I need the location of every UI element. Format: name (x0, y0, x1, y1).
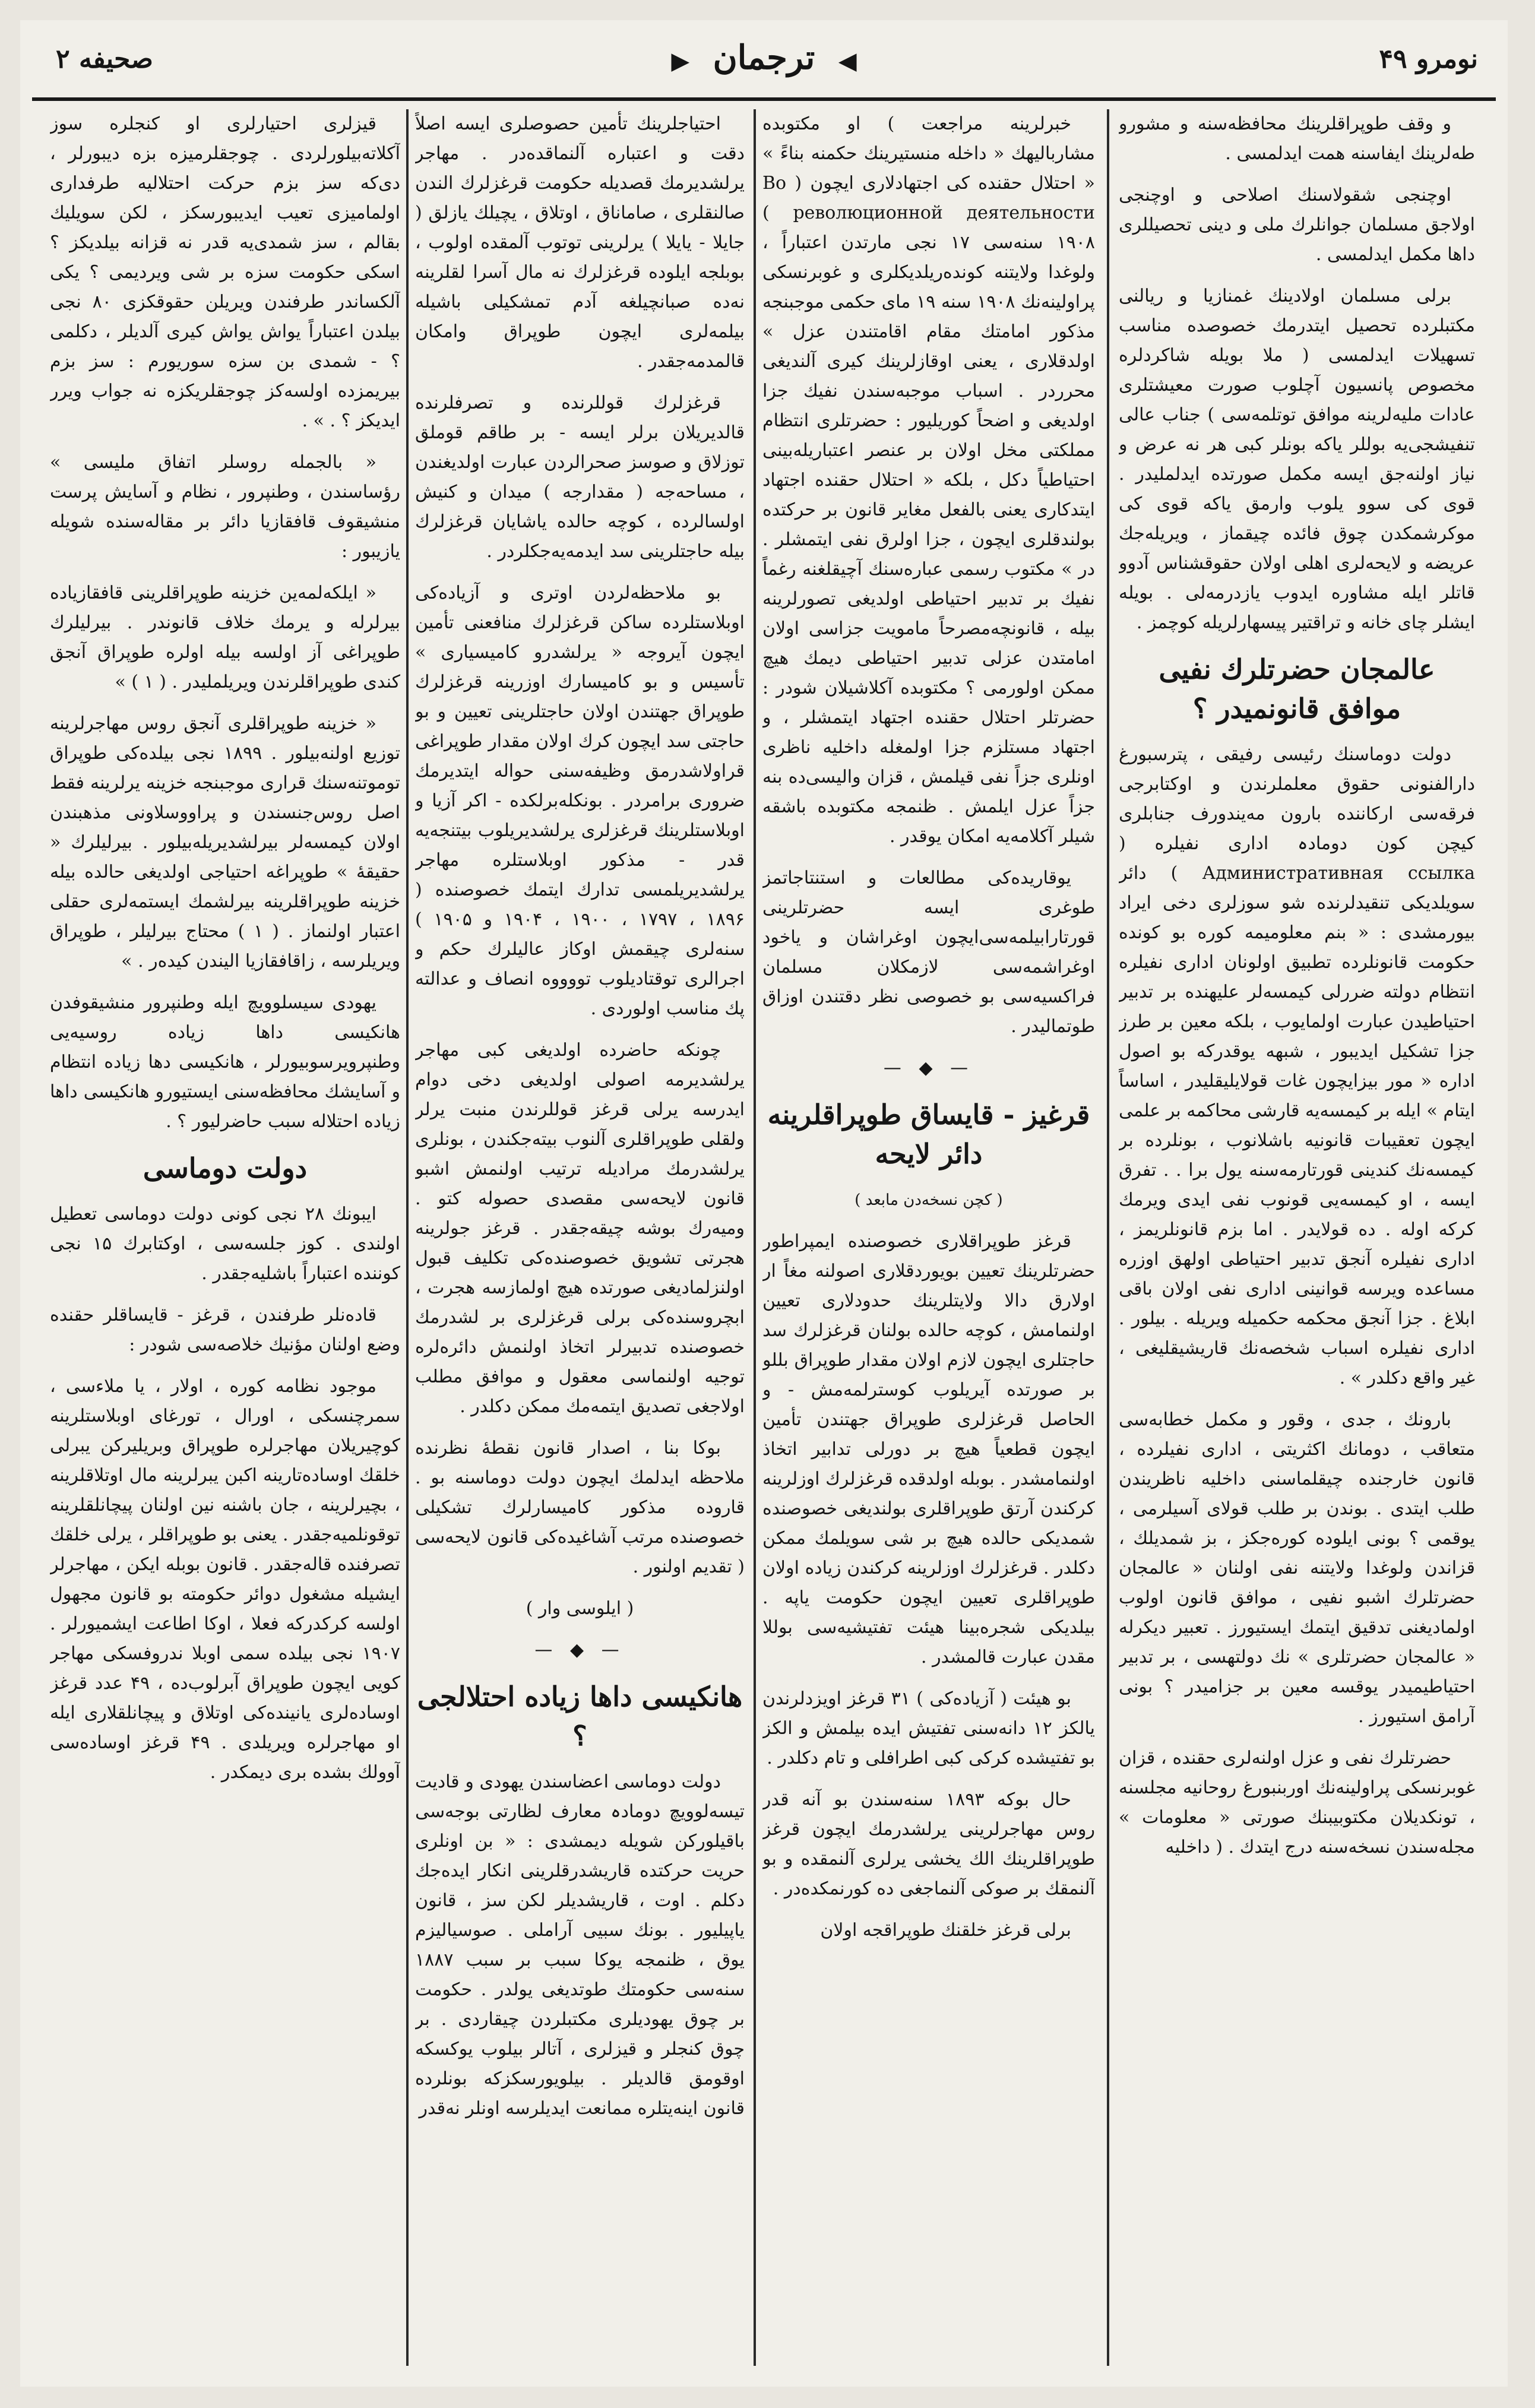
paragraph: اوچنجی شقولاسنك اصلاحی و اوچنجی اولاجق مسلمان جوانلرك ملی و دینی تحصیللری داها مکمل ایدلمسی . (1119, 185, 1475, 265)
newspaper-name: ترجمان (713, 38, 815, 77)
article-heading: دولت دوماسی (143, 1152, 308, 1184)
paragraph: یوقاریده‌کی مطالعات و استنتاجاتمز طوغری ایسه حضرتلرینی قورتارابیلمه‌سی‌ایچون اوغراشان و یاخود اوغراشمه‌سی لازمکلان مسلمان فراکسیه‌سی بو خصوصی نظر دقتندن اوزاق طوتمالیدر . (762, 868, 1095, 1037)
newspaper-page (20, 20, 1508, 2387)
column-rule (1107, 109, 1109, 2366)
paragraph: حال بوکه ۱۸۹۳ سنه‌سندن بو آنه قدر روس مهاجرلرینی یرلشدرمك ایچون قرغز طوپراقلرینك الك یخشی یرلری آلنمقده و بو آلنمقك بر صوکی آلنماجغی ده کورنمکده‌در . (762, 1789, 1095, 1899)
column-rule (754, 109, 756, 2366)
ornament-left-icon: ◀ (838, 48, 857, 75)
section-divider: — ◆ — (534, 1640, 625, 1660)
paragraph: دولت دوماسنك رئیسی رفیقی ، پترسبورغ دارالفنونی حقوق معلملرندن و اوکتابرجی فرقه‌سی ارکاننده بارون مه‌یندورف جنابلری کیچن کون دومادہ اداری نفیلره ( Административная ссылка ) دائر سویلدیکی تنقیدلرنده شو سوزلری دخی ایراد بیورمشدی : « بنم معلومیمه کوره بو کونده حکومت قانونلرده تطبیق اولونان اداری نفیلره انتظام دولته ضررلی کیمسه‌لر علیهنده بر تدبیر احتیاطیدن عبارت اولمایوب ، بلکه معین بر طرز جزا تشکیل ایدیبور ، شبهه یوقدرکه بو اصول اداره « مور بیزایچون غات قولایلیقلیدر ، اساساً ایتام » ایله بر کیمسه‌یه قارشی محاکمه بر علمی ایچون تعقیبات قانونیه باشلانوب ، بونلرده بر کیمسه‌نك کندینی قورتارمه‌سنه یول برا . . تفرق ایسه ، او کیمسه‌یی قونوب نفی ایدی ویرمك کرکه اوله . ده قولایدر . اما بزم قانونلریمز ، اداری نفیلره آنجق تدبیر احتیاطی اولهق اوزره مساعده ویرسه قوانینی اداری نفی اولان باقی ابلاغ . جزا آنجق محکمه حکمیله ویریله . بیلور . اداری نفیلره اسباب شخصه‌نك قاریشیقلیغی ، غیر واقع دکلدر » . (1119, 744, 1475, 1388)
paragraph: قرغزلرك قوللرنده و تصرفلرنده قالدیریلان برلر ایسه - بر طاقم قوملق توزلاق و صوسز صحرالردن عبارت اولدیغندن ، مساحه‌جه ( مقدارجه ) میدان و کنیش اولسالرده ، کوچه حالده یاشایان قرغزلرك بیله حاجتلرینی سد ایدمه‌یه‌جکلردر . (415, 393, 745, 562)
paragraph: یهودی سیسلوویچ ایله وطنپرور منشیقوفدن هانکیسی داها زیاده روسیه‌یی وطنپرویرسوبیورلر ، هانکیسی دها زیاده انتظام و آسایشك محافظه‌سنی ایستیورو هانکیسی داها زیاده احتلاله سبب حاضرلیور ؟ . (50, 992, 400, 1132)
paragraph: قیزلری احتیارلری او کنجلره سوز آکلاته‌بیلورلردی . چوجقلرمیزه بزه دیبورلر ، دی‌که سز بزم حرکت احتلالیه طرفداری اولمامیزی تعیب ایدیبورسکز ، لکن سویلیك بقالم ، سز شمدی‌یه قدر نه قزانه بیلدیکز ؟ اسکی حکومت سزه بر شی ویردیمی ؟ یکی آلکساندر طرفندن ویریلن حقوقکزی ۸۰ نجی بیلدن اعتباراً یواش یواش کیری آلدیلر ، دکلمی ؟ - شمدی بن سزه سوریورم : سز بزم بیریمزده اولسه‌کز چوجقلریکزه نه جواب ویرر ایدیکز ؟ . » . (50, 113, 400, 431)
paragraph: بو هیئت ( آزیاده‌کی ) ۳۱ قرغز اویزدلرندن یالکز ۱۲ دانه‌سنی تفتیش ایده بیلمش و الکز بو تفتیشده کرکی کبی اطرافلی و تام دکلدر . (762, 1688, 1095, 1768)
column-rule (406, 109, 409, 2366)
article-heading: عالمجان حضرتلرك نفیی موافق قانونمیدر ؟ (1159, 653, 1435, 724)
article-heading: قرغیز - قایساق طوپراقلرینه دائر لایحه (767, 1099, 1090, 1170)
paragraph: برلی مسلمان اولادینك غمنازیا و ریالنی مکتبلرده تحصیل ایتدرمك خصوصده مناسب تسهیلات ایدلمسی ( ملا بویله شاکردلره مخصوص پانسیون آچلوب صورت معیشتلری عادات ملیه‌لرینه موافق توتلمه‌سی ) جناب عالی تنفیشجی‌یه بوللر یاکه بونلر کبی هر نه عرض و نیاز اولنه‌جق ایسه مکمل صورتده ایدلملیدر . قوی کی سوو یلوب وارمق یاکه قوی کی موکرشمکدن چوق فائده چیقماز ، ویریله‌جك عریضه و لایحه‌لری اهلی اولان حقوقشناس آدوو قاتلر ایله مشاوره ایدوب یازدرمه‌لی . بویله ایشلر چای خانه و تراقتیر پیسهارلریله کوچمز . (1119, 286, 1475, 633)
paragraph: و وقف طوپراقلرینك محافظه‌سنه و مشورو طه‌لرینك ایفاسنه همت ایدلمسی . (1119, 113, 1475, 164)
paragraph: « بالجمله روسلر اتفاق ملیسی » رؤساسندن ، وطنپرور ، نظام و آسایش پرست منشیقوف قافقازیا دائر بر مقاله‌سنده شویله یازیبور : (50, 452, 400, 562)
column-4 (50, 109, 400, 2378)
paragraph: خبرلرینه مراجعت ) او مکتوبده مشاربالیهك « داخله منستیرینك حکمنه بناءً » « احتلال حقنده کی اجتهادلاری ایچون ( Во революционной деятельности ) ۱۹۰۸ سنه‌سی ۱۷ نجی مارتدن اعتباراً ، ولوغدا ولایتنه کونده‌ریلدیکلری و غوبرنسکی پراولینه‌نك ۱۹۰۸ سنه ۱۹ مای حکمی موجبنجه مذکور امامتك مقام اقامتندن عزل » اولدقلاری ، یعنی اوقازلرینك کیری آلندیغی محرردر . اسباب موجبه‌سندن نفیك جزا اولدیغی و اضحاً کوریلیور : حضرتلری انتظام مملکتی مخل اولان بر عنصر اعتباریله‌بینی احتیاطیاً دکل ، بلکه « احتلال حقنده اجتهاد ایتدکاری یعنی بالفعل مغایر قانون بر حرکتده بولندقلری ایچون ، جزا اولرق نفی ایتمشلر . در » مکتوب رسمی عباره‌سنك آچیقلغنه رغماً نفیك بر تدبیر احتیاطی اولدیغی تصورلرینه بیله ، قانونچه‌مصرحاً مامویت جزاسی اولان امامتدن عزلی تدبیر احتیاطی دیمك هیچ ممکن اولورمی ؟ مکتوبده آکلاشیلان شودر : حضرتلر احتلال حقنده اجتهاد ایتمشلر ، و اجتهاد مستلزم جزا اولمغله داخلیه ناظری اونلری جزاً نفی قیلمش ، قزان والیسی‌ده بنه جزاً عزل ایلمش . ظنمجه مکتوبده باشقه شیلر آکلامه‌یه امکان یوقدر . (762, 113, 1095, 847)
continuation-note: ( ایلوسی وار ) (526, 1598, 634, 1619)
column-2 (762, 109, 1095, 2378)
paragraph: بارونك ، جدی ، وقور و مکمل خطابه‌سی متعاقب ، دومانك اکثریتی ، اداری نفیلرده ، قانون خارجنده چیقلماسنی داخلیه ناظریندن طلب ایتدی . بوندن بر طلب قولای آسیلرمی ، یوقمی ؟ بونی ایلوده کوره‌جکز ، بز شمدیلك ، قزاندن ولوغدا ولایتنه نفی اولنان « عالمجان حضرتلرك اشبو نفیی ، موافق قانون اولوب اولمادیغنی تدقیق ایتمك ایستیورز . تعبیر دیکرله « عالمجان حضرتلری » نك دولتهسی ، بر تدبیر احتیاطیمیدر یوقسه معین بر جزامیدر ؟ بونی آرامق استیورز . (1119, 1409, 1475, 1727)
article-subheading: ( کچن نسخه‌دن مابعد ) (854, 1191, 1003, 1209)
paragraph: چونکه حاضرده اولدیغی کبی مهاجر یرلشدیرمه اصولی اولدیغی دخی دوام ایدرسه یرلی قرغز قوللرندن منبت یرلر ولقلی طوپراقلری آلنوب بیته‌جکندن ، بونلری یرلشدرمك مرادیله ترتیب اولنمش اشبو قانون لایحه‌سی مقصدی حصوله کتو . ومیه‌رك بوشه چیقه‌جقدر . قرغز جولرینه هجرتی تشویق خصوصنده‌کی تکلیف قبول اولنزلمادیغی صورتده هیچ اولمازسه هجرت ، ابچروسنده‌کی برلی قرغزلری بر لشدرمك خصوصنده تدبیرلر اتخاذ اولنمش دائره‌لره توجیه اولنماسی معقول و موافق مطلب اولاجغی تصدیق ایتمه‌مك ممکن دکلدر . (415, 1040, 745, 1417)
issue-number: نومرو ۴۹ (1379, 44, 1478, 74)
paragraph: ایبونك ۲۸ نجی کونی دولت دوماسی تعطیل اولندی . کوز جلسه‌سی ، اوکتابرك ۱۵ نجی کوننده اعتباراً باشلیه‌جقدر . (50, 1204, 400, 1284)
column-3 (415, 109, 745, 2378)
article-heading: هانکیسی داها زیاده احتلالجی ؟ (417, 1681, 743, 1752)
paragraph: « ایلکه‌لمه‌ین خزینه طوپراقلرینی قافقازیاده بیرلرله و یرمك خلاف قانوندر . بیرلیلرك طوپراغی آز اولسه بیله اولره طوپراق آنجق کندی طوپراقلرندن ویریلملیدر . ( ۱ ) » (50, 583, 400, 692)
paragraph: بو ملاحظه‌لردن اوتری و آزیاده‌کی اوبلاستلرده ساکن قرغزلرك منافعنی تأمین ایچون آیروجه « یرلشدرو کامیسیاری » تأسیس و بو کامیسارك اوزرینه قرغزلرك طوپراق جهتندن اولان حاجتلرینی تعیین و بو حاجتی سد ایچون کرك اولان مقدار طوپراغی قراولاشدرمق وظیفه‌سنی حواله ایتدیرمك ضروری برامردر . بونکله‌برلکده - اکر آزیا و اوبلاستلرینك قرغزلری یرلشدیریلوب بیتنجه‌یه قدر - مذکور اوبلاستلره مهاجر یرلشدیریلمسی تدارك ایتمك خصوصنده ( ۱۸۹۶ ، ۱۷۹۷ ، ۱۹۰۰ ، ۱۹۰۴ و ۱۹۰۵ ) سنه‌لری چیقمش اوکاز عالیلرك حکم و اجرالری توقتادیلوب تووووه انصاف و عدالته پك مناسب اولوردی . (415, 583, 745, 1019)
paragraph: قرغز طوپراقلاری خصوصنده ایمپراطور حضرتلرینك تعیین بویوردقلاری اصولنه مغاً ار اولارق دالا ولایتلرینك حدودلاری تعیین اولنمامش ، کوچه حالده بولنان قرغزلرك سد حاجتلری ایچون لازم اولان مقدار طوپراق بللو بر صورتده آیریلوب کوسترلمه‌مش - و الحاصل قرغزلری طوپراق جهتندن تأمین ایچون قطعیاً هیچ بر دورلی تدابیر اتخاذ اولنمامشدر . بوبله اولدقده قرغزلرك اوزلرینه کرکندن آرتق طوپراقلری بولندیغی خصوصنده شمدیکی حالده هیچ بر شی سویلمك ممکن دکلدر . قرغزلرك اوزلرینه کرکندن زیاده اولان طوپراقلری تعیین ایچون حکومت یاپه . بیلدیکی شجره‌بینا هیئت تفتیشیه‌سی بوللا مقدن عبارت قالمشدر . (762, 1231, 1095, 1667)
page-number: صحیفه ۲ (56, 44, 153, 74)
ornament-right-icon: ▶ (671, 48, 690, 75)
paragraph: دولت دوماسی اعضاسندن یهودی و قادیت تیسه‌لوویچ دومادہ معارف لظارتی بوجه‌سی باقیلورکن شویله دیمشدی : « بن اونلری حریت حرکتده قاریشدرقلرینی انکار ایده‌جك دکلم . اوت ، قاریشدیلر لکن سز ، قانون یاپیلیور . بونك سبیی آراملی . صوسیالیزم یوق ، ظنمجه یوکا سبب بر سبب ۱۸۸۷ سنه‌سی حکومتك طوتدیغی یولدر . حکومت بر چوق یهودیلری مکتبلردن چیقاردی . بر چوق کنجلر و قیزلری ، آتالر بیلوب یوکسکه اوقومق قالدیلر . بیلویورسکزکه بونلرده قانون اینه‌یتلره ممانعت ایدیلرسه اونلر نه‌قدر (415, 1771, 745, 2119)
paragraph: برلی قرغز خلقنك طوپراقجه اولان (820, 1920, 1071, 1941)
paragraph: حضرتلرك نفی و عزل اولنه‌لری حقنده ، قزان غوبرنسکی پراولینه‌نك اوربنبورغ روحانیه مجلسنه ، تونکدیلان مکتوبیبنك صورتی « معلومات » مجله‌سندن نسخه‌سنه درج ایتدك . ( داخلیه (1119, 1748, 1475, 1858)
column-1 (1119, 109, 1475, 2378)
masthead (32, 32, 1496, 101)
section-divider: — ◆ — (883, 1058, 974, 1078)
paragraph: « خزینه طوپراقلری آنجق روس مهاجرلرینه توزیع اولنه‌بیلور . ۱۸۹۹ نجی بیلده‌کی طوپراق توموتنه‌سنك قراری موجبنجه خزینه یرلرینه فقط اصل روس‌جنسندن و پراووسلاونی مذهبندن اولان کیمسه‌لر بیرلشدیریله‌بیلور . بیرلیلرك « حقیقه‌ٔ » طوپراغه احتیاجی اولدیغی حالده بیله خزینه طوپراقلرینه بیرلشمك ایستمه‌لری حقلی اعتبار اولنماز . ( ۱ ) محتاج بیرلیلر ، طوپراق ویریلرسه ، زاقافقازیا الیندن کیده‌ر . » (50, 713, 400, 972)
paragraph: قاده‌نلر طرفندن ، قرغز - قایساقلر حقنده وضع اولنان مؤنیك خلاصه‌سی شودر : (50, 1305, 400, 1355)
paragraph: بوکا بنا ، اصدار قانون نقطه‌ٔ نظرنده ملاحظه ایدلمك ایچون دولت دوماسنه بو . قاروده مذکور کامیسارلرك تشکیلی خصوصنده مرتب آشاغیده‌کی قانون لایحه‌سی ( تقدیم اولنور . (415, 1438, 745, 1577)
paragraph: احتیاجلرینك تأمین حصوصلری ایسه اصلاً دقت و اعتباره آلنماقده‌در . مهاجر یرلشدیرمك قصدیله حکومت قرغزلرك الندن صالنقلری ، صاماناق ، اوتلاق ، یچیلك یازلق ( جایلا - یایلا ) یرلرینی توتوب آلمقده اولوب ، بوبلجه ایلوده قرغزلرك نه مال آسرا لقلرینه نه‌ده صبانچیلغه آدم تمشکیلی باشیله بیلمه‌لری ایچون طوپراق وامکان قالمدمه‌جقدر . (415, 113, 745, 372)
newspaper-title (659, 38, 868, 77)
paragraph: موجود نظامه کوره ، اولار ، یا ملاءسی ، سمرچنسکی ، اورال ، تورغای اوبلاستلرینه کوچیریلان مهاجرلره طوپراق وبریلیرکن یبرلی خلقك اوساده‌تارینه اکبن یبرلرینه مال اوتلاقلرینه ، بچیرلرینه ، جان باشنه نین اولنان پیچانلقلرینه توقونلمیه‌جقدر . یعنی بو طوپراقلر ، یرلی خلقك تصرفنده قاله‌جقدر . قانون بوبله ایکن ، مهاجرلر ایشیله مشغول دوائر حکومته بو قانون مجهول اولسه کرکدرکه فعلا ، اوکا اطاعت ایشمیورلر . ۱۹۰۷ نجی بیلده سمی اوبلا ندروفسکی مهاجر کویی ایچون طوپراق آبرلوب‌ده ، ۴۹ عدد قرغز اوساده‌لری یانینده‌کی اوتلاق و پیچانلقلاری ایله او مهاجرلره ویریلدی . ۴۹ قرغز اوساده‌سی آوولك بشده بری دیمکدر . (50, 1376, 400, 1783)
